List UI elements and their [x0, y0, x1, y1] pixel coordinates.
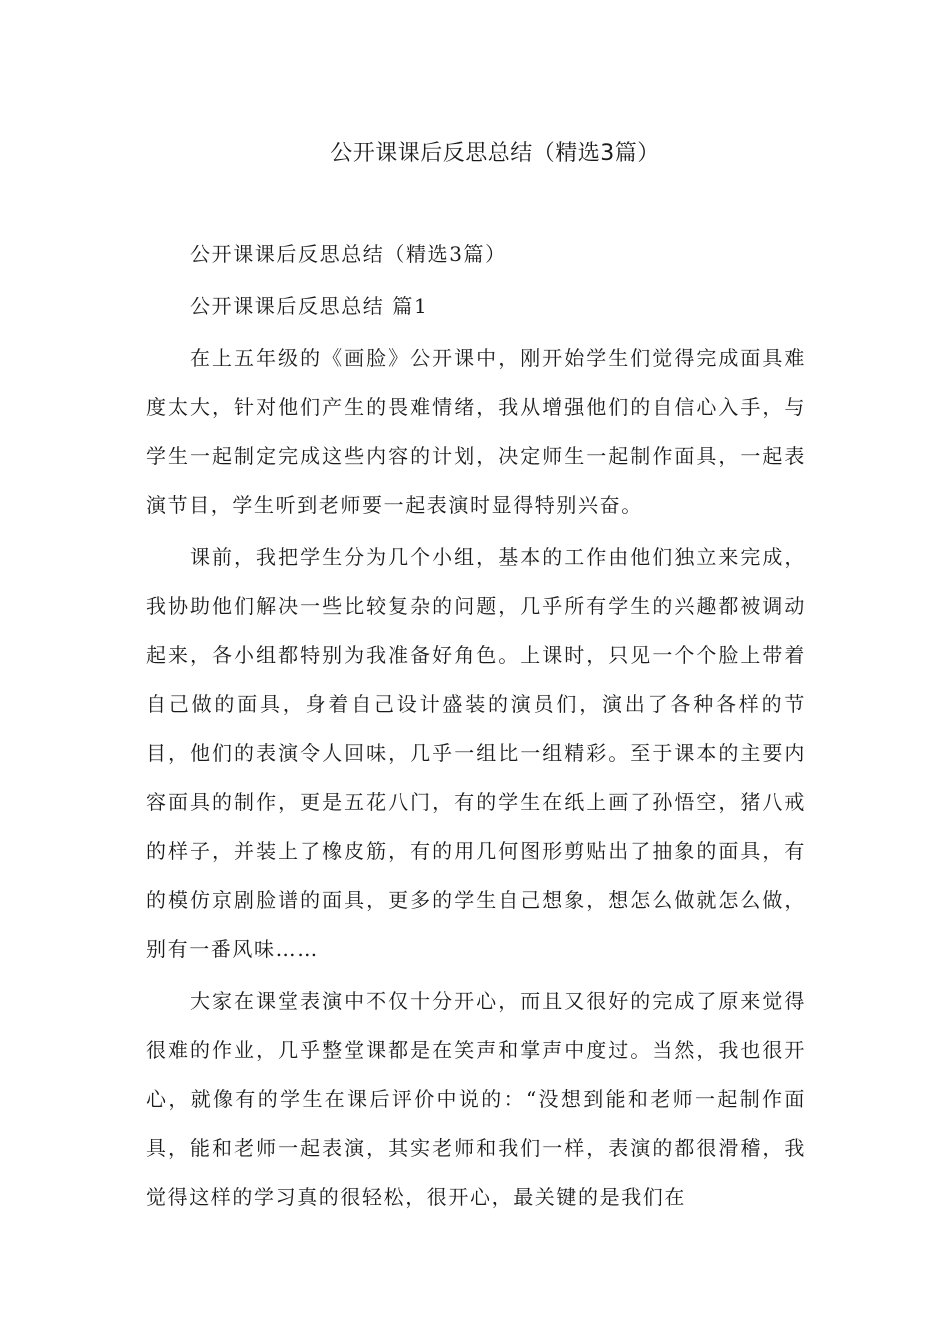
- section-heading: 公开课课后反思总结 篇1: [190, 294, 429, 318]
- body-paragraph-1: 在上五年级的《画脸》公开课中，刚开始学生们觉得完成面具难度太大，针对他们产生的畏难情绪，我从增强他们的自信心入手，与学生一起制定完成这些内容的计划，决定师生一起制作面具，一起表演节目，学生听到老师要一起表演时显得特别兴奋。: [146, 346, 806, 517]
- body-paragraph-2: 课前，我把学生分为几个小组，基本的工作由他们独立来完成，我协助他们解决一些比较复杂的问题，几乎所有学生的兴趣都被调动起来，各小组都特别为我准备好角色。上课时，只见一个个脸上带着自己做的面具，身着自己设计盛装的演员们，演出了各种各样的节目，他们的表演令人回味，几乎一组比一组精彩。至于课本的主要内容面具的制作，更是五花八门，有的学生在纸上画了孙悟空，猪八戒的样子，并装上了橡皮筋，有的用几何图形剪贴出了抽象的面具，有的模仿京剧脸谱的面具，更多的学生自己想象，想怎么做就怎么做，别有一番风味……: [146, 545, 806, 961]
- document-title: 公开课课后反思总结（精选3篇）: [330, 141, 660, 166]
- subtitle-paragraph: 公开课课后反思总结（精选3篇）: [190, 242, 507, 266]
- document-body: [146, 230, 806, 1225]
- body-paragraph-3: 大家在课堂表演中不仅十分开心，而且又很好的完成了原来觉得很难的作业，几乎整堂课都是在笑声和掌声中度过。当然，我也很开心，就像有的学生在课后评价中说的：“没想到能和老师一起制作面具，能和老师一起表演，其实老师和我们一样，表演的都很滑稽，我觉得这样的学习真的很轻松，很开心，最关键的是我们在: [146, 989, 806, 1209]
